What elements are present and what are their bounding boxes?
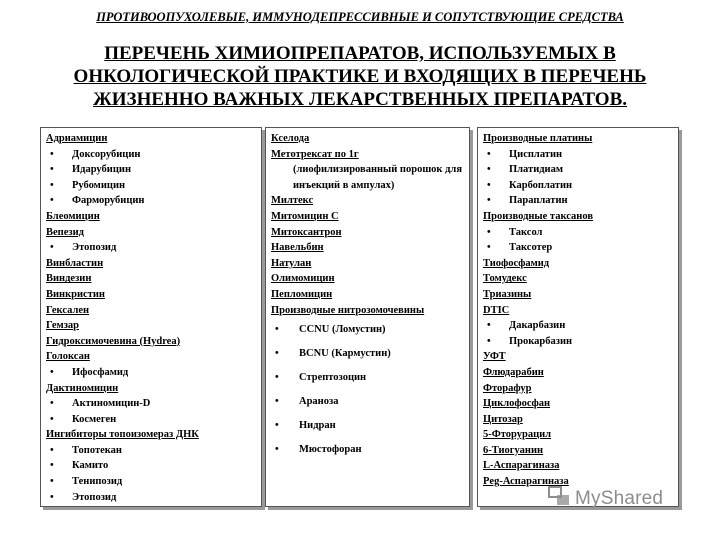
drug-group-heading: Кселода: [271, 133, 310, 144]
drug-group-heading: Производные таксанов: [483, 210, 593, 222]
drug-group-heading: L-Аспарагиназа: [483, 460, 560, 472]
drug-group-heading: Навельбин: [271, 242, 324, 254]
page-subtitle: ПРОТИВООПУХОЛЕВЫЕ, ИММУНОДЕПРЕССИВНЫЕ И СОПУТСТВУЮЩИЕ СРЕДСТВА: [96, 10, 624, 24]
drug-list-item: • Мюстофоран: [271, 438, 465, 462]
drug-group-heading: Дактиномицин: [46, 382, 119, 394]
drug-note: (лиофилизированный порошок для инъекций в ампулах): [293, 164, 462, 191]
drug-group-heading: Ингибиторы топоизомераз ДНК: [46, 429, 199, 441]
drug-group-heading: Цитозар: [483, 413, 523, 425]
drug-list-item: • Параплатин: [483, 193, 674, 209]
drug-group-heading: 5-Фторурацил: [483, 429, 552, 441]
drug-list-item: • CCNU (Ломустин): [271, 318, 465, 342]
drug-list-item: • Рубомицин: [46, 178, 257, 194]
drug-group-heading: Винбластин: [46, 257, 104, 269]
drug-list-item: • Цисплатин: [483, 147, 674, 163]
title-line-2: ОНКОЛОГИЧЕСКОЙ ПРАКТИКЕ И ВХОДЯЩИХ В ПЕРЕЧЕНЬ: [73, 66, 647, 87]
drug-list-item: • Дакарбазин: [483, 318, 674, 334]
title-line-3: ЖИЗНЕННО ВАЖНЫХ ЛЕКАРСТВЕННЫХ ПРЕПАРАТОВ.: [92, 89, 628, 110]
drug-group-heading: Милтекс: [271, 195, 314, 207]
drug-list-item: • Карбоплатин: [483, 178, 674, 194]
drug-group-heading: Блеомицин: [46, 210, 100, 222]
drug-list-column-3: [477, 127, 679, 507]
drug-group-heading: Гидроксимочевина (Hydrea): [46, 335, 181, 347]
watermark-text: MyShared: [575, 488, 664, 509]
drug-group-heading: Циклофосфан: [483, 398, 551, 410]
drug-group-heading: Натулан: [271, 257, 312, 269]
drug-group-heading: Томудекс: [483, 273, 527, 285]
drug-list-item: • Фарморубицин: [46, 193, 257, 209]
drug-list-item: • Доксорубицин: [46, 147, 257, 163]
drug-group-heading: Производные платины: [483, 133, 593, 144]
drug-list-item: • Араноза: [271, 390, 465, 414]
drug-group-heading: Пепломицин: [271, 288, 333, 300]
drug-group-heading: Вепезид: [46, 226, 84, 238]
drug-group-heading: Производные нитрозомочевины: [271, 304, 425, 316]
drug-list-item: • Этопозид: [46, 240, 257, 256]
drug-list-item: • Таксол: [483, 225, 674, 241]
drug-list-item: • Камито: [46, 458, 257, 474]
drug-group-heading: Винкристин: [46, 288, 105, 300]
drug-list-item: • Идарубицин: [46, 162, 257, 178]
drug-list-item: • Тенипозид: [46, 474, 257, 490]
myshared-logo-icon: [548, 486, 572, 508]
drug-group-heading: Митомицин С: [271, 210, 339, 222]
drug-group-heading: DTIC: [483, 304, 510, 316]
drug-list-item: • Платидиам: [483, 162, 674, 178]
page-title: [0, 42, 720, 111]
drug-list-item: • Актиномицин-D: [46, 396, 257, 412]
drug-group-heading: Peg-Аспарагиназа: [483, 476, 569, 488]
drug-group-heading: Триазины: [483, 288, 532, 300]
drug-list-column-1: [40, 127, 262, 507]
drug-group-heading: Виндезин: [46, 273, 92, 285]
drug-group-heading: Адриамицин: [46, 133, 108, 144]
title-line-1: ПЕРЕЧЕНЬ ХИМИОПРЕПАРАТОВ, ИСПОЛЬЗУЕМЫХ В: [104, 43, 616, 64]
drug-group-heading: УФТ: [483, 351, 506, 363]
drug-list-item: • Ифосфамид: [46, 365, 257, 381]
drug-group-heading: Гемзар: [46, 320, 80, 332]
drug-group-heading: Тиофосфамид: [483, 257, 550, 269]
watermark: [548, 486, 663, 510]
drug-group-heading: Фторафур: [483, 382, 532, 394]
drug-group-heading: Олимомицин: [271, 273, 335, 285]
drug-list-item: • Таксотер: [483, 240, 674, 256]
drug-list-column-2: [265, 127, 470, 507]
drug-list-item: • Прокарбазин: [483, 334, 674, 350]
drug-list-item: • Космеген: [46, 412, 257, 428]
drug-group-heading: 6-Тиогуанин: [483, 444, 544, 456]
drug-group-heading: Флюдарабин: [483, 366, 544, 378]
drug-group-heading: Митоксантрон: [271, 226, 342, 238]
drug-group-heading: Метотрексат по 1г: [271, 148, 359, 160]
drug-list-item: • Этопозид: [46, 490, 257, 506]
drug-list-item: • BCNU (Кармустин): [271, 342, 465, 366]
drug-list-item: • Нидран: [271, 414, 465, 438]
drug-group-heading: Голоксан: [46, 351, 90, 363]
drug-list-item: • Топотекан: [46, 443, 257, 459]
drug-list-item: • Стрептозоцин: [271, 366, 465, 390]
drug-group-heading: Гексален: [46, 304, 90, 316]
